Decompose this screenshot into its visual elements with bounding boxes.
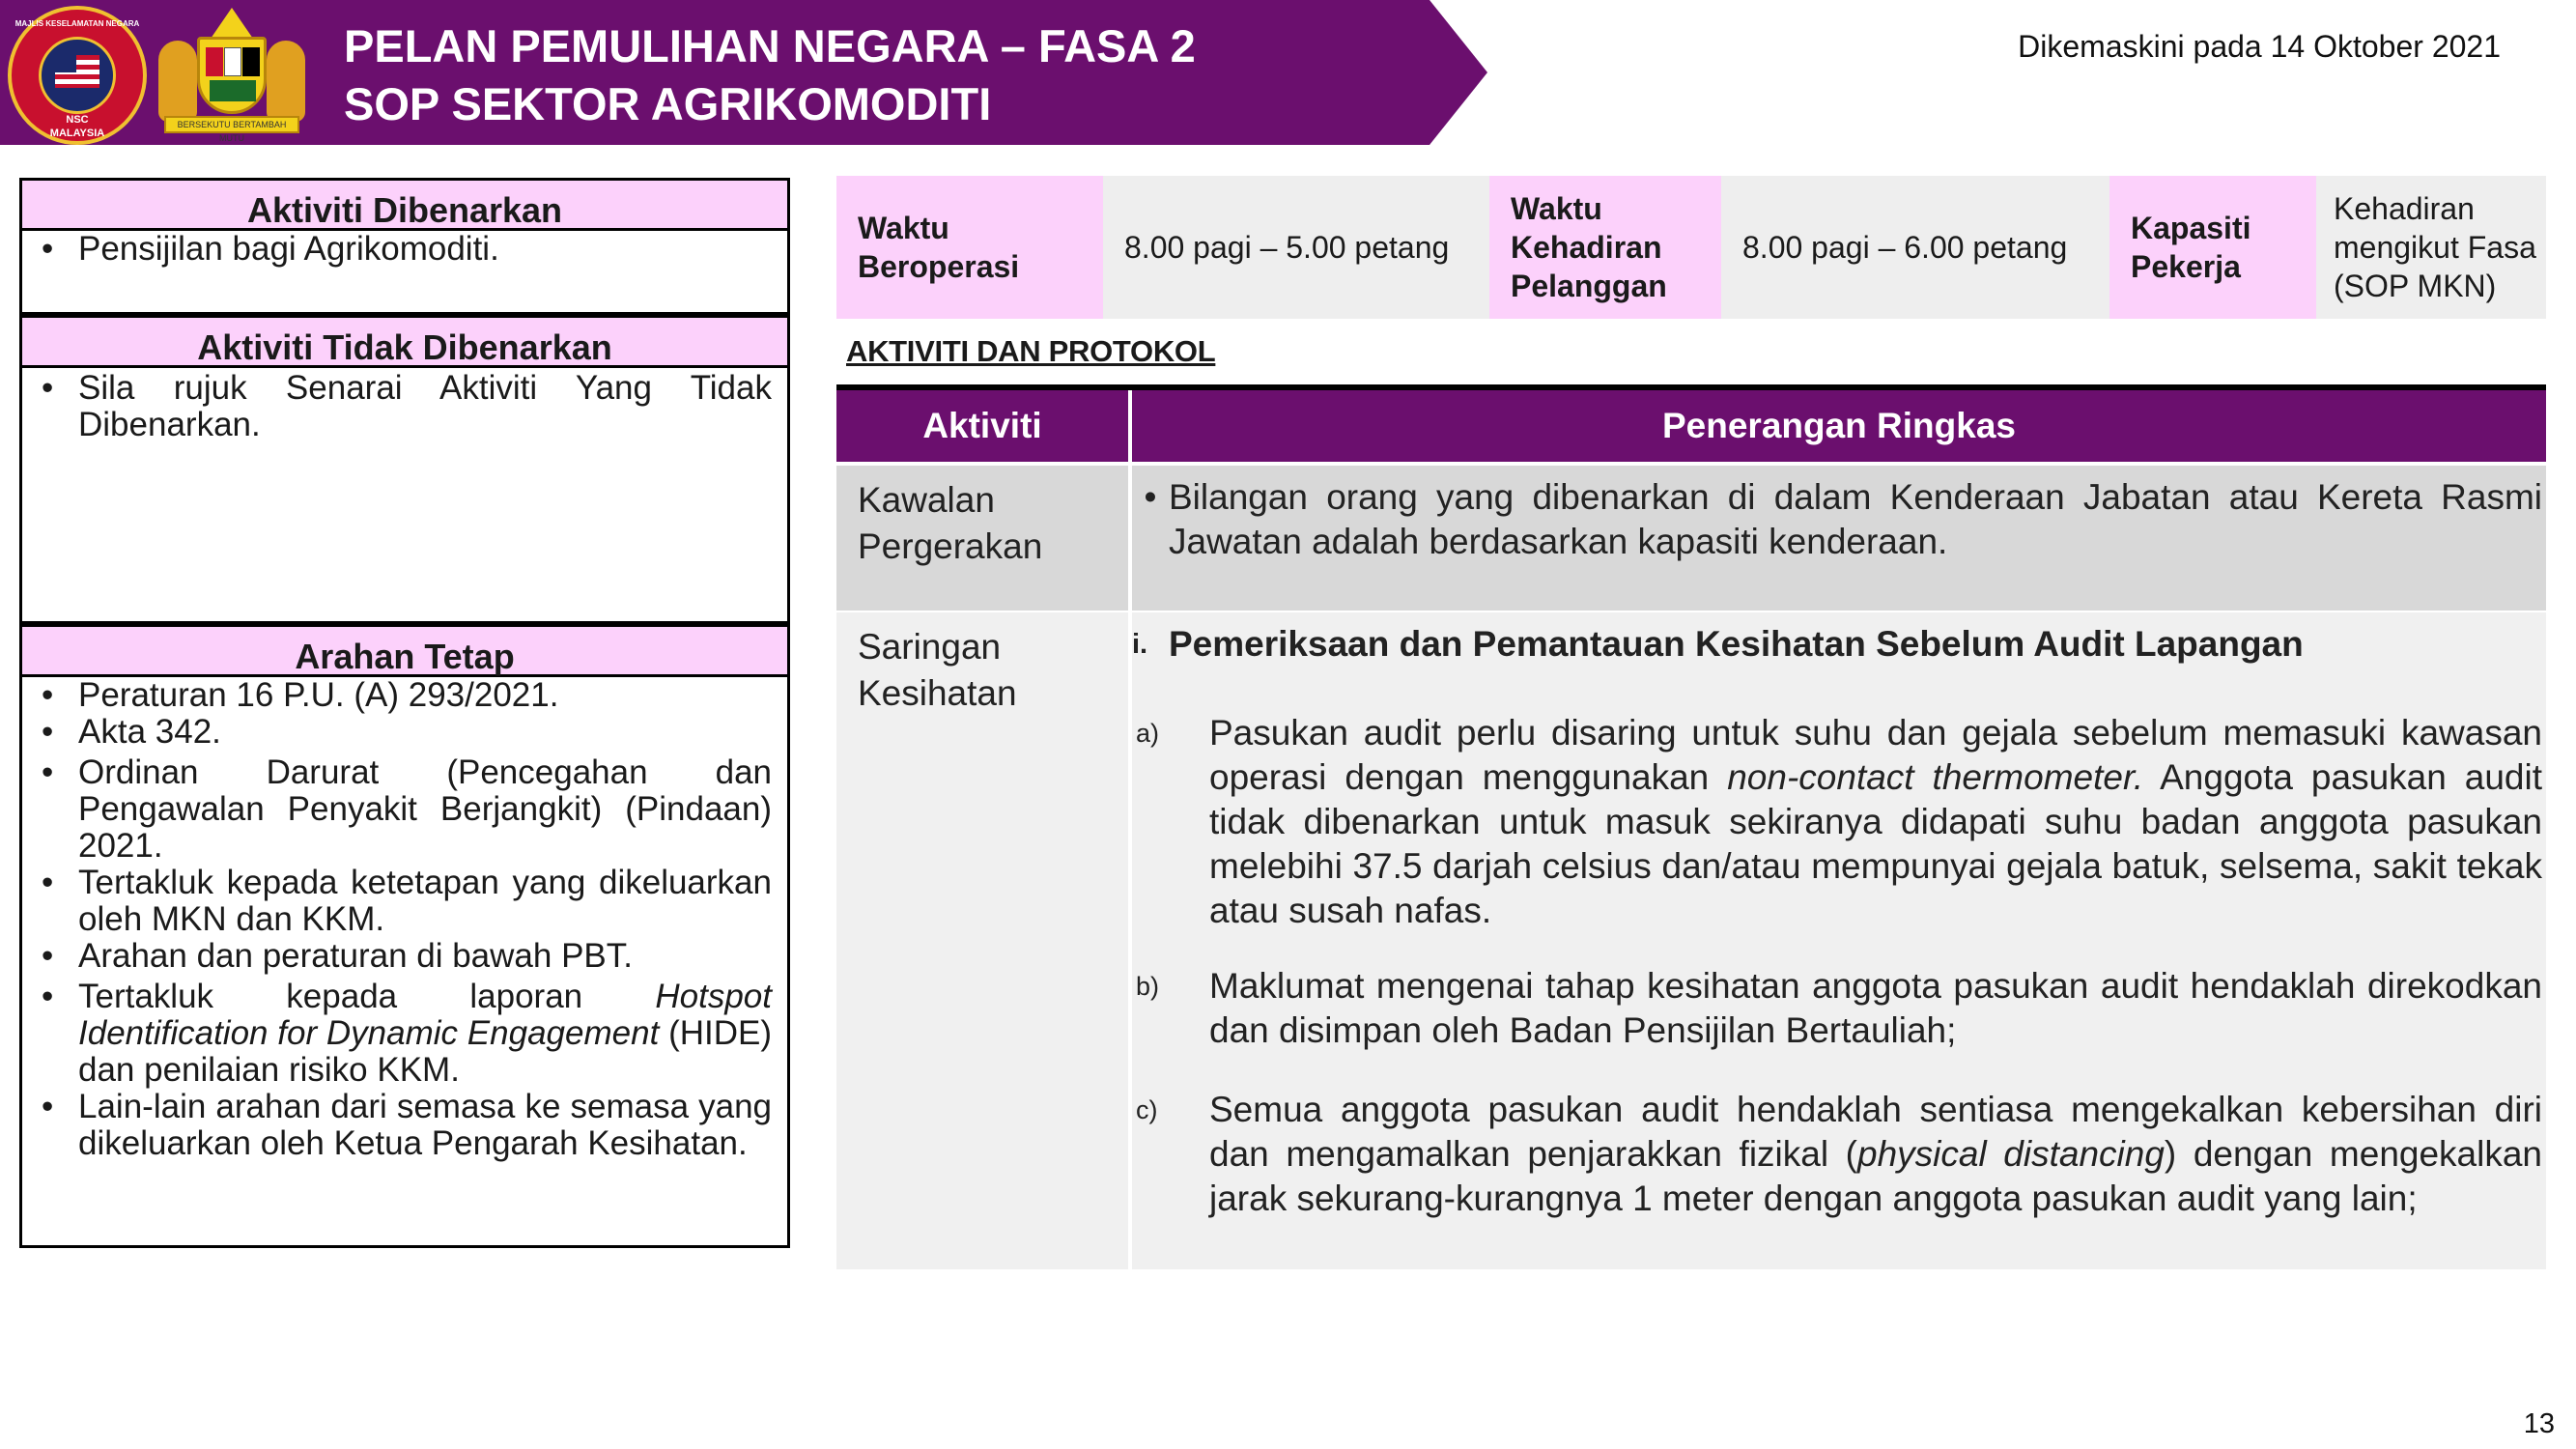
- title-line-2: SOP SEKTOR AGRIKOMODITI: [344, 78, 992, 129]
- crest-motto: BERSEKUTU BERTAMBAH MUTU: [164, 116, 299, 133]
- tiger-right-icon: [267, 41, 305, 122]
- nsc-logo-bottom-text: MALAYSIA: [49, 128, 105, 139]
- page-number: 13: [2523, 1408, 2555, 1439]
- not-allowed-activities-box: [19, 315, 790, 624]
- nsc-logo: [8, 6, 147, 145]
- standing-orders-box: [19, 624, 790, 1248]
- page-title: [344, 17, 1196, 133]
- malaysia-coat-of-arms-logo: [155, 8, 309, 143]
- tiger-left-icon: [158, 41, 197, 122]
- description-cell-health-screening: [1132, 612, 2546, 1269]
- worker-capacity-value: Kehadiran mengikut Fasa (SOP MKN): [2316, 176, 2546, 319]
- section-title: AKTIVITI DAN PROTOKOL: [846, 334, 1216, 368]
- column-header-description: Penerangan Ringkas: [1132, 390, 2546, 462]
- list-item-hide: • Tertakluk kepada laporan Hotspot Identification for Dynamic Engagement (HIDE) dan penilaian risiko KKM.: [42, 978, 772, 1089]
- list-item: • Tertakluk kepada ketetapan yang dikeluarkan oleh MKN dan KKM.: [42, 864, 772, 938]
- column-header-activity: Aktiviti: [836, 390, 1128, 462]
- allowed-activities-heading: Aktiviti Dibenarkan: [22, 181, 787, 231]
- list-item-a: a) Pasukan audit perlu disaring untuk suhu dan gejala sebelum memasuki kawasan operasi dengan menggunakan non-contact thermometer. Anggota pasukan audit tidak dibenarkan untuk masuk sekiranya didapati suhu badan anggota pasukan melebihi 37.5 darjah celsius dan/atau mempunyai gejala batuk, selsema, sakit tekak atau susah nafas.: [1136, 713, 2542, 930]
- list-item: • Bilangan orang yang dibenarkan di dalam Kenderaan Jabatan atau Kereta Rasmi Jawatan adalah berdasarkan kapasiti kenderaan.: [1144, 477, 2542, 561]
- customer-hours-label: Waktu Kehadiran Pelanggan: [1489, 176, 1721, 319]
- list-item: • Arahan dan peraturan di bawah PBT.: [42, 937, 633, 975]
- shield-icon: [197, 37, 267, 114]
- title-line-1: PELAN PEMULIHAN NEGARA – FASA 2: [344, 20, 1196, 71]
- list-item: • Peraturan 16 P.U. (A) 293/2021.: [42, 676, 559, 714]
- activity-cell-movement: Kawalan Pergerakan: [836, 466, 1128, 611]
- subsection-number: i.: [1132, 629, 1148, 660]
- allowed-activities-box: [19, 178, 790, 315]
- subsection-heading: i. Pemeriksaan dan Pemantauan Kesihatan Sebelum Audit Lapangan: [1132, 622, 2546, 667]
- list-item-b: b) Maklumat mengenai tahap kesihatan anggota pasukan audit hendaklah direkodkan dan disimpan oleh Badan Pensijilan Bertauliah;: [1136, 966, 2542, 1050]
- customer-hours-value: 8.00 pagi – 6.00 petang: [1721, 176, 2109, 319]
- list-item: • Lain-lain arahan dari semasa ke semasa yang dikeluarkan oleh Ketua Pengarah Kesihatan.: [42, 1088, 772, 1162]
- worker-capacity-label: Kapasiti Pekerja: [2109, 176, 2316, 319]
- standing-orders-heading: Arahan Tetap: [22, 627, 787, 677]
- updated-date: Dikemaskini pada 14 Oktober 2021: [2018, 29, 2501, 64]
- list-item: • Sila rujuk Senarai Aktiviti Yang Tidak Dibenarkan.: [42, 369, 772, 443]
- list-item-c: c) Semua anggota pasukan audit hendaklah sentiasa mengekalkan kebersihan diri dan mengamalkan penjarakkan fizikal (physical distancing) dengan mengekalkan jarak sekurang-kurangnya 1 meter dengan anggota pasukan audit yang lain;: [1136, 1090, 2543, 1218]
- nsc-logo-mid-text: NSC: [66, 114, 89, 126]
- description-cell-movement: [1132, 466, 2546, 611]
- list-item: • Akta 342.: [42, 713, 221, 751]
- not-allowed-activities-heading: Aktiviti Tidak Dibenarkan: [22, 318, 787, 368]
- nsc-logo-emblem: [39, 37, 116, 114]
- crest-icon: [211, 8, 253, 39]
- list-item: • Pensijilan bagi Agrikomoditi.: [42, 230, 499, 268]
- activity-cell-health-screening: Saringan Kesihatan: [836, 612, 1128, 1269]
- operating-hours-label: Waktu Beroperasi: [836, 176, 1103, 319]
- list-item: • Ordinan Darurat (Pencegahan dan Pengawalan Penyakit Berjangkit) (Pindaan) 2021.: [42, 753, 772, 865]
- nsc-logo-top-text: MAJLIS KESELAMATAN NEGARA: [14, 19, 140, 28]
- operating-hours-value: 8.00 pagi – 5.00 petang: [1103, 176, 1489, 319]
